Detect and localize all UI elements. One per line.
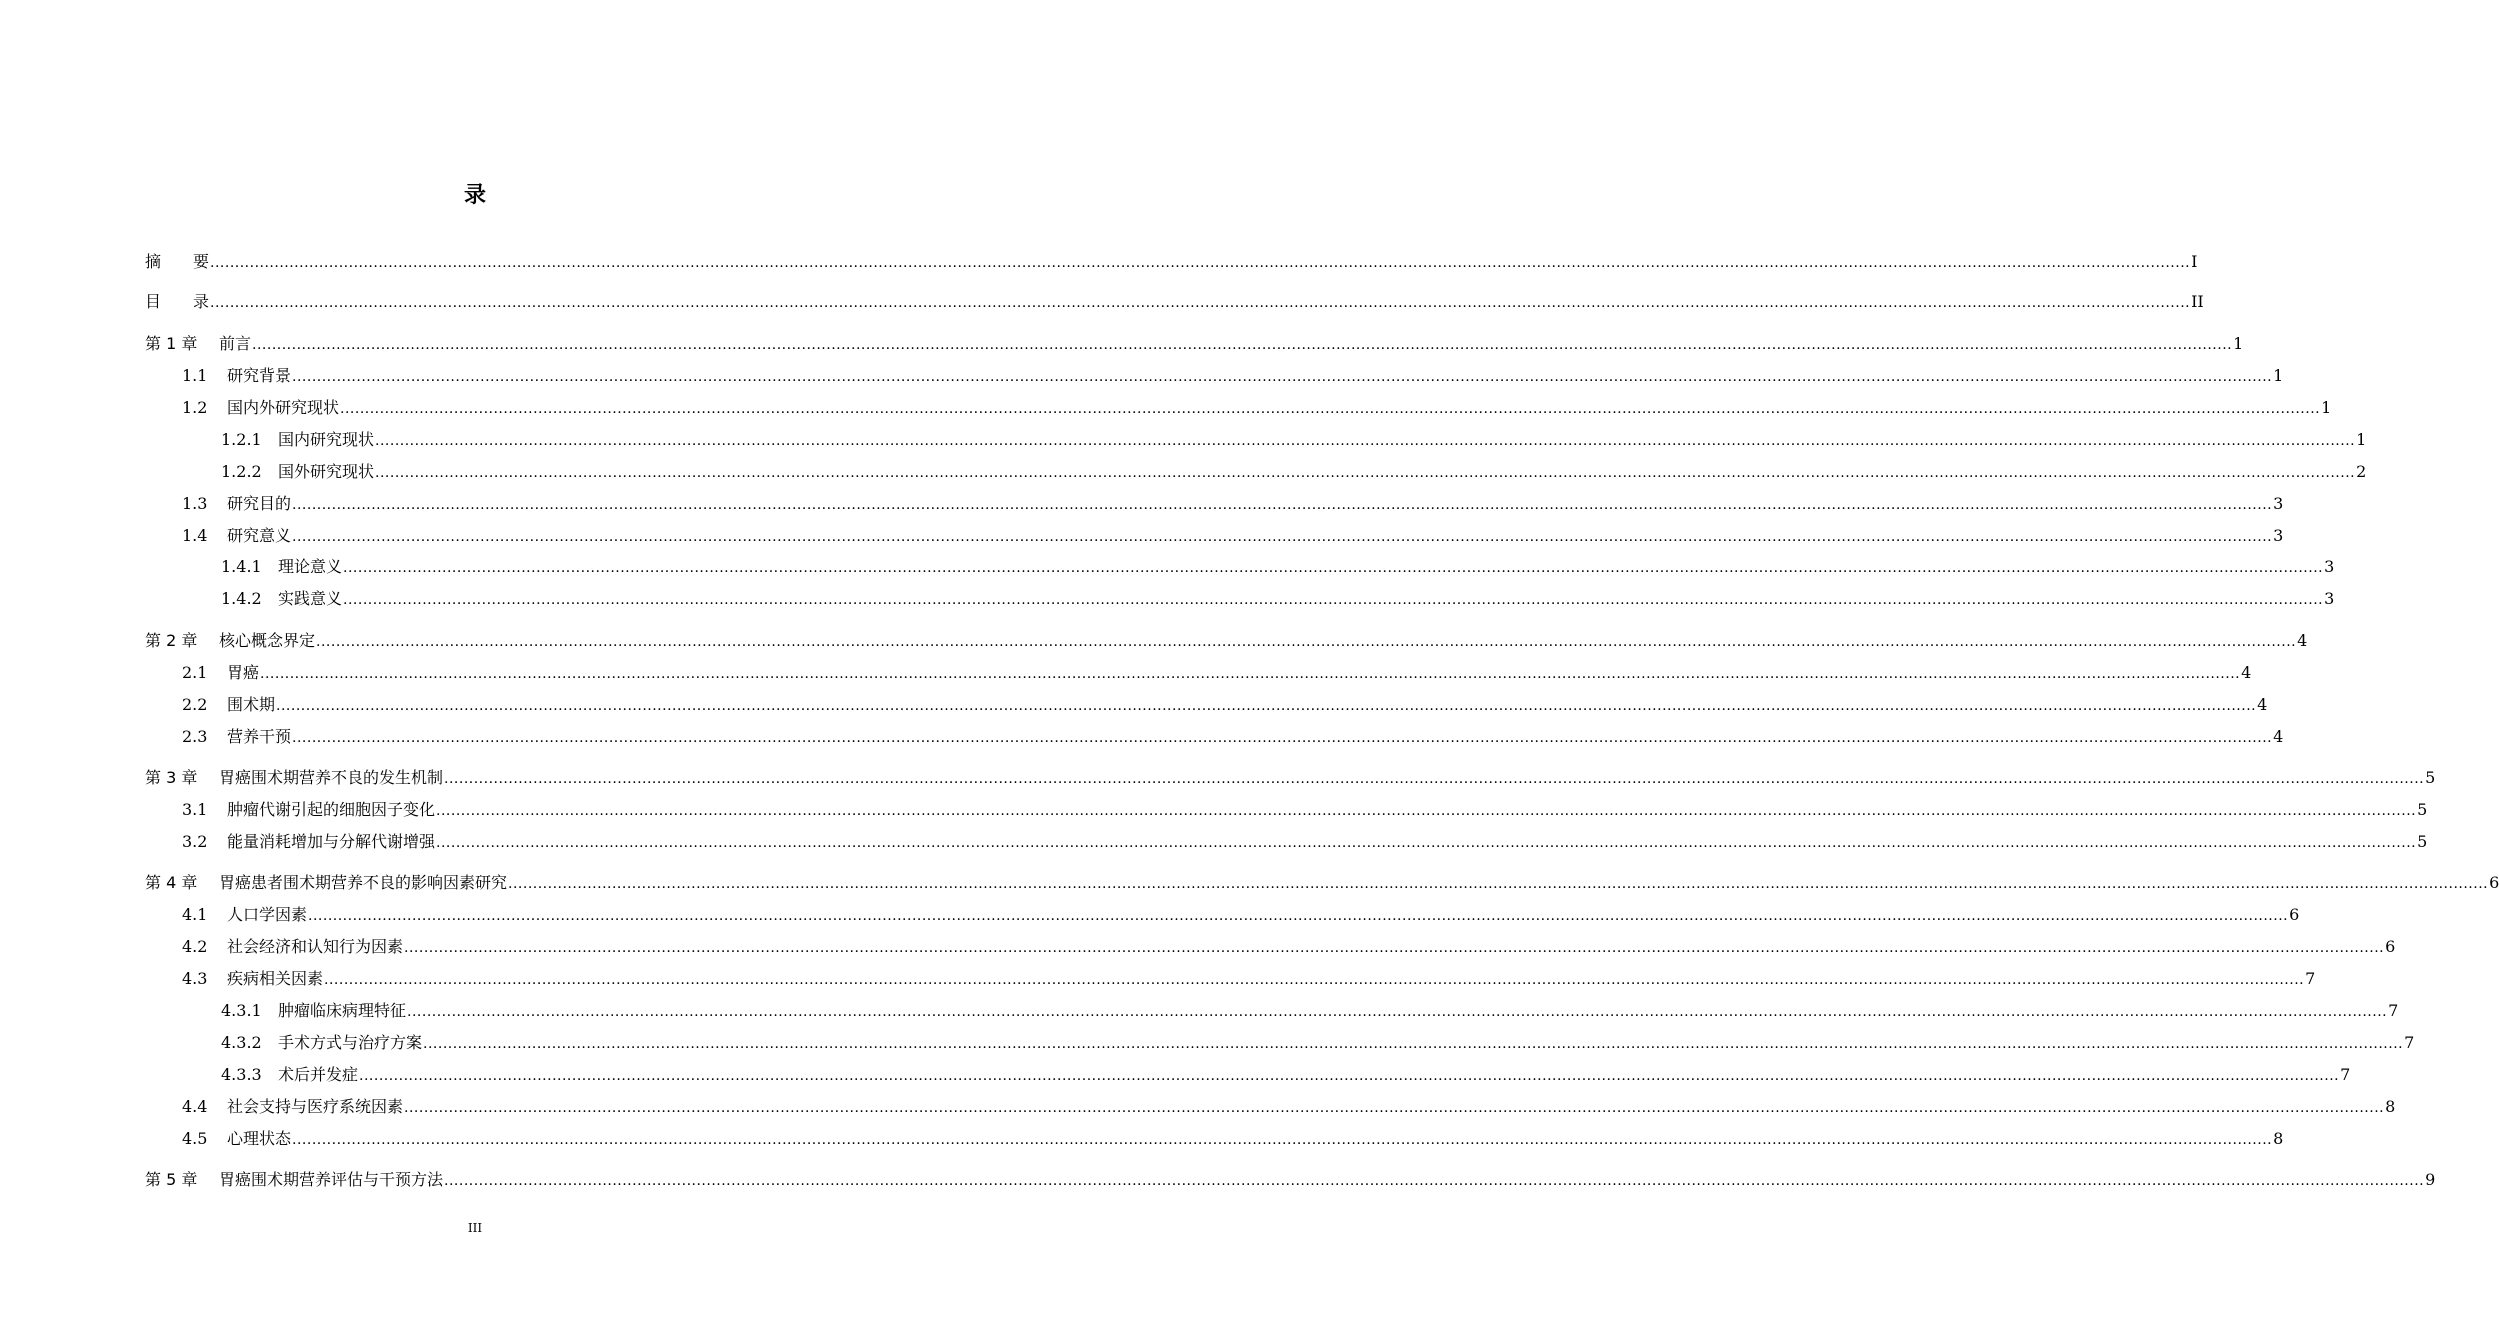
toc-entry[interactable] (145, 765, 2436, 789)
toc-entry[interactable] (182, 934, 2396, 958)
toc-entry-number: 4.2 (182, 937, 208, 956)
toc-entry-title: 国内研究现状 (278, 430, 375, 449)
dot-leader: ................................................................................................................................................................................................................................................................................................................................................................................................................ (444, 771, 2425, 787)
toc-entry-number: 2.3 (182, 727, 208, 746)
toc-entry-page: 1 (2273, 366, 2284, 385)
dot-leader: ................................................................................................................................................................................................................................................................................................................................................................................................................ (404, 1100, 2385, 1116)
toc-entry-number: 4.3 (182, 969, 208, 988)
toc-entry[interactable] (145, 628, 2308, 652)
toc-entry-title: 胃癌围术期营养不良的发生机制 (219, 768, 444, 787)
toc-entry-number: 第 2 章 (145, 631, 198, 650)
toc-entry-number: 4.3.3 (221, 1065, 262, 1084)
toc-entry-title: 疾病相关因素 (227, 969, 324, 988)
toc-entry-number: 第 5 章 (145, 1170, 198, 1189)
toc-entry-page: 3 (2324, 589, 2335, 608)
dot-leader: ................................................................................................................................................................................................................................................................................................................................................................................................................ (292, 730, 2273, 746)
toc-entry-page: 1 (2356, 430, 2367, 449)
toc-entry[interactable] (145, 289, 2204, 313)
toc-entry-page: 2 (2356, 462, 2367, 481)
toc-entry-page: 3 (2324, 557, 2335, 576)
toc-entry-title: 社会经济和认知行为因素 (227, 937, 404, 956)
toc-entry-number: 第 4 章 (145, 873, 198, 892)
toc-entry-number: 4.5 (182, 1129, 208, 1148)
dot-leader: ................................................................................................................................................................................................................................................................................................................................................................................................................ (375, 465, 2356, 481)
toc-entry-title: 国外研究现状 (278, 462, 375, 481)
toc-entry-title: 肿瘤代谢引起的细胞因子变化 (227, 800, 436, 819)
toc-entry-page: 4 (2297, 631, 2308, 650)
toc-entry-number: 2.1 (182, 663, 208, 682)
toc-entry[interactable] (182, 1094, 2396, 1118)
toc-entry-page: 7 (2305, 969, 2316, 988)
toc-entry-page: II (2191, 292, 2204, 311)
toc-entry-page: 5 (2417, 800, 2428, 819)
toc-entry-title: 胃癌 (227, 663, 260, 682)
toc-entry-title: 目 录 (145, 292, 210, 311)
toc-entry-number: 1.4 (182, 526, 208, 545)
toc-entry[interactable] (182, 724, 2284, 748)
toc-entry-title: 胃癌患者围术期营养不良的影响因素研究 (219, 873, 508, 892)
dot-leader: ................................................................................................................................................................................................................................................................................................................................................................................................................ (423, 1036, 2404, 1052)
toc-entry-number: 2.2 (182, 695, 208, 714)
toc-entry-title: 理论意义 (278, 557, 343, 576)
toc-entry-title: 核心概念界定 (219, 631, 316, 650)
toc-entry[interactable] (182, 395, 2332, 419)
dot-leader: ................................................................................................................................................................................................................................................................................................................................................................................................................ (292, 497, 2273, 513)
toc-entry-number: 1.2 (182, 398, 208, 417)
toc-entry[interactable] (145, 249, 2198, 273)
dot-leader: ................................................................................................................................................................................................................................................................................................................................................................................................................ (276, 698, 2257, 714)
toc-entry[interactable] (145, 870, 2499, 894)
toc-entry-page: 1 (2321, 398, 2332, 417)
dot-leader: ................................................................................................................................................................................................................................................................................................................................................................................................................ (436, 835, 2417, 851)
dot-leader: ................................................................................................................................................................................................................................................................................................................................................................................................................ (375, 433, 2356, 449)
toc-entry-page: 8 (2273, 1129, 2284, 1148)
dot-leader: ................................................................................................................................................................................................................................................................................................................................................................................................................ (444, 1173, 2425, 1189)
toc-entry-page: 6 (2289, 905, 2300, 924)
dot-leader: ................................................................................................................................................................................................................................................................................................................................................................................................................ (308, 908, 2289, 924)
dot-leader: ................................................................................................................................................................................................................................................................................................................................................................................................................ (260, 666, 2241, 682)
toc-entry[interactable] (182, 966, 2316, 990)
page-number-footer: III (467, 1221, 483, 1235)
toc-entry[interactable] (145, 331, 2244, 355)
toc-entry-number: 1.1 (182, 366, 208, 385)
toc-entry-title: 国内外研究现状 (227, 398, 340, 417)
toc-entry-page: 3 (2273, 494, 2284, 513)
toc-entry[interactable] (221, 459, 2367, 483)
toc-entry-page: 5 (2417, 832, 2428, 851)
toc-entry[interactable] (221, 427, 2367, 451)
toc-entry-page: 5 (2425, 768, 2436, 787)
toc-entry-number: 1.3 (182, 494, 208, 513)
toc-entry-page: 4 (2241, 663, 2252, 682)
toc-entry-page: 4 (2273, 727, 2284, 746)
toc-entry-title: 心理状态 (227, 1129, 292, 1148)
toc-entry-number: 1.2.1 (221, 430, 262, 449)
toc-entry-page: I (2191, 252, 2198, 271)
toc-entry[interactable] (182, 692, 2268, 716)
toc-entry-number: 第 1 章 (145, 334, 198, 353)
toc-entry-page: 6 (2489, 873, 2499, 892)
dot-leader: ................................................................................................................................................................................................................................................................................................................................................................................................................ (340, 401, 2321, 417)
toc-entry-title: 胃癌围术期营养评估与干预方法 (219, 1170, 444, 1189)
toc-entry-number: 4.4 (182, 1097, 208, 1116)
toc-entry-title: 能量消耗增加与分解代谢增强 (227, 832, 436, 851)
toc-entry[interactable] (182, 523, 2284, 547)
toc-entry-page: 7 (2340, 1065, 2351, 1084)
dot-leader: ................................................................................................................................................................................................................................................................................................................................................................................................................ (407, 1004, 2388, 1020)
dot-leader: ................................................................................................................................................................................................................................................................................................................................................................................................................ (343, 560, 2324, 576)
dot-leader: ................................................................................................................................................................................................................................................................................................................................................................................................................ (316, 634, 2297, 650)
toc-entry-page: 4 (2257, 695, 2268, 714)
toc-entry-title: 人口学因素 (227, 905, 308, 924)
toc-entry-page: 7 (2404, 1033, 2415, 1052)
toc-entry-number: 4.3.1 (221, 1001, 262, 1020)
toc-entry[interactable] (182, 491, 2284, 515)
dot-leader: ................................................................................................................................................................................................................................................................................................................................................................................................................ (292, 529, 2273, 545)
toc-entry-number: 1.4.2 (221, 589, 262, 608)
dot-leader: ................................................................................................................................................................................................................................................................................................................................................................................................................ (210, 295, 2191, 311)
dot-leader: ................................................................................................................................................................................................................................................................................................................................................................................................................ (292, 369, 2273, 385)
dot-leader: ................................................................................................................................................................................................................................................................................................................................................................................................................ (436, 803, 2417, 819)
toc-entry-number: 1.4.1 (221, 557, 262, 576)
dot-leader: ................................................................................................................................................................................................................................................................................................................................................................................................................ (292, 1132, 2273, 1148)
toc-entry[interactable] (145, 1167, 2436, 1191)
toc-entry-title: 术后并发症 (278, 1065, 359, 1084)
toc-entry[interactable] (182, 363, 2284, 387)
toc-entry[interactable] (182, 829, 2428, 853)
toc-entry-number: 4.1 (182, 905, 208, 924)
toc-entry[interactable] (221, 554, 2335, 578)
toc-entry-title: 围术期 (227, 695, 276, 714)
toc-entry-title: 研究目的 (227, 494, 292, 513)
toc-entry-number: 3.2 (182, 832, 208, 851)
toc-entry-page: 6 (2385, 937, 2396, 956)
toc-entry-title: 前言 (219, 334, 252, 353)
toc-entry-title: 社会支持与医疗系统因素 (227, 1097, 404, 1116)
toc-entry-page: 1 (2233, 334, 2244, 353)
toc-entry-title: 研究意义 (227, 526, 292, 545)
dot-leader: ................................................................................................................................................................................................................................................................................................................................................................................................................ (508, 876, 2489, 892)
toc-entry[interactable] (182, 1126, 2284, 1150)
toc-entry[interactable] (221, 586, 2335, 610)
toc-entry-title: 摘 要 (145, 252, 210, 271)
toc-entry-page: 9 (2425, 1170, 2436, 1189)
toc-entry-page: 3 (2273, 526, 2284, 545)
toc-entry[interactable] (221, 1062, 2351, 1086)
toc-entry-title: 肿瘤临床病理特征 (278, 1001, 407, 1020)
dot-leader: ................................................................................................................................................................................................................................................................................................................................................................................................................ (210, 255, 2191, 271)
toc-entry-title: 营养干预 (227, 727, 292, 746)
toc-entry[interactable] (182, 797, 2428, 821)
dot-leader: ................................................................................................................................................................................................................................................................................................................................................................................................................ (343, 592, 2324, 608)
toc-entry[interactable] (221, 1030, 2415, 1054)
toc-entry[interactable] (182, 660, 2252, 684)
toc-entry-number: 3.1 (182, 800, 208, 819)
toc-entry-title: 实践意义 (278, 589, 343, 608)
toc-entry-number: 4.3.2 (221, 1033, 262, 1052)
toc-entry-title: 研究背景 (227, 366, 292, 385)
dot-leader: ................................................................................................................................................................................................................................................................................................................................................................................................................ (324, 972, 2305, 988)
toc-entry-number: 第 3 章 (145, 768, 198, 787)
dot-leader: ................................................................................................................................................................................................................................................................................................................................................................................................................ (404, 940, 2385, 956)
dot-leader: ................................................................................................................................................................................................................................................................................................................................................................................................................ (252, 337, 2233, 353)
toc-entry[interactable] (182, 902, 2300, 926)
toc-entry-page: 7 (2388, 1001, 2399, 1020)
toc-entry[interactable] (221, 998, 2399, 1022)
page-title: 录 (463, 183, 486, 208)
dot-leader: ................................................................................................................................................................................................................................................................................................................................................................................................................ (359, 1068, 2340, 1084)
toc-entry-number: 1.2.2 (221, 462, 262, 481)
toc-entry-title: 手术方式与治疗方案 (278, 1033, 423, 1052)
toc-entry-page: 8 (2385, 1097, 2396, 1116)
